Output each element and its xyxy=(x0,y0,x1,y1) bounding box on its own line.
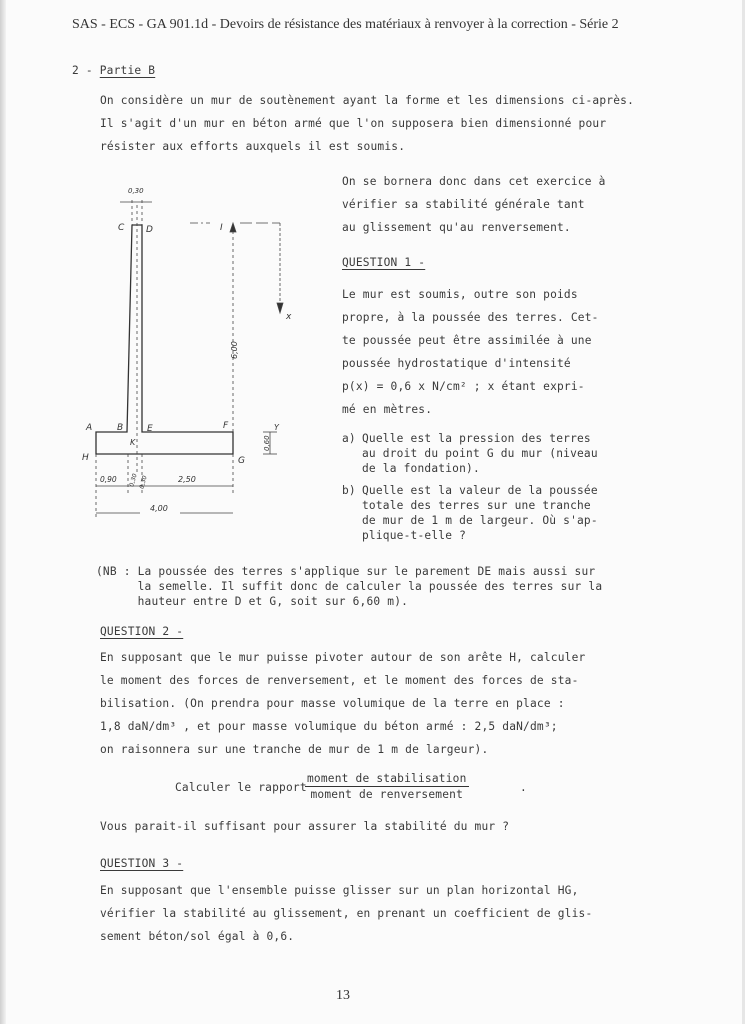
intro-line: résister aux efforts auxquels il est soumis. xyxy=(100,140,406,153)
q1-line: Le mur est soumis, outre son poids xyxy=(342,288,578,301)
nb-line: (NB : La poussée des terres s'applique sur le parement DE mais aussi sur xyxy=(96,565,596,578)
q1b-line: plique-t-elle ? xyxy=(362,529,467,542)
intro-line: Il s'agit d'un mur en béton armé que l'on supposera bien dimensionné pour xyxy=(100,117,607,130)
q2-line: bilisation. (On prendra pour masse volumique de la terre en place : xyxy=(100,697,565,710)
dim-heel: 2,50 xyxy=(178,475,196,484)
q1-line: poussée hydrostatique d'intensité xyxy=(342,357,571,370)
point-a: A xyxy=(86,423,93,433)
section-title: Partie B xyxy=(99,64,156,77)
right-intro-line: vérifier sa stabilité générale tant xyxy=(342,198,585,211)
section-heading xyxy=(72,64,155,77)
point-e: E xyxy=(147,424,153,434)
point-d: D xyxy=(146,225,153,235)
dim-top-width: 0,30 xyxy=(128,187,144,195)
q1-line: te poussée peut être assimilée à une xyxy=(342,334,592,347)
dim-total: 4,00 xyxy=(150,504,168,513)
ratio-denominator: moment de renversement xyxy=(310,788,464,801)
q1a-line: au droit du point G du mur (niveau xyxy=(362,447,598,460)
q1-line: p(x) = 0,6 x N/cm² ; x étant expri- xyxy=(342,380,585,393)
wall-outline xyxy=(96,225,233,454)
q2-stability-question: Vous parait-il suffisant pour assurer la stabilité du mur ? xyxy=(100,820,510,833)
ratio-prefix: Calculer le rapport xyxy=(175,781,307,794)
dim-stem-right: 0,30 xyxy=(138,474,149,490)
retaining-wall-diagram xyxy=(80,175,320,525)
point-g: G xyxy=(238,456,245,466)
section-number: 2 - xyxy=(72,64,93,77)
q1b-line: de mur de 1 m de largeur. Où s'ap- xyxy=(362,514,598,527)
dim-stem-left: 0,30 xyxy=(128,472,139,488)
ratio-suffix: . xyxy=(520,781,527,794)
point-f: F xyxy=(223,421,229,431)
q1a-line: de la fondation). xyxy=(362,462,480,475)
q1a-line: Quelle est la pression des terres xyxy=(362,432,591,445)
point-h: H xyxy=(82,453,89,463)
nb-line: la semelle. Il suffit donc de calculer la poussée des terres sur la xyxy=(96,580,603,593)
q1-line: propre, à la poussée des terres. Cet- xyxy=(342,311,599,324)
dim-footing-thickness: 0,60 xyxy=(263,435,271,451)
scan-edge xyxy=(0,0,6,1024)
axis-y-label: Y xyxy=(274,423,279,432)
right-intro-line: On se bornera donc dans cet exercice à xyxy=(342,175,606,188)
point-b: B xyxy=(117,423,124,433)
intro-line: On considère un mur de soutènement ayant la forme et les dimensions ci-après. xyxy=(100,94,635,107)
right-intro-line: au glissement qu'au renversement. xyxy=(342,221,571,234)
question3-title: QUESTION 3 - xyxy=(100,857,184,870)
q2-line: En supposant que le mur puisse pivoter autour de son arête H, calculer xyxy=(100,651,586,664)
axis-x-label: x xyxy=(286,312,292,322)
page-header: SAS - ECS - GA 901.1d - Devoirs de résistance des matériaux à renvoyer à la correction - Série 2 xyxy=(72,17,619,32)
point-k: K xyxy=(130,438,136,447)
point-i: I xyxy=(220,223,223,233)
ratio-fraction xyxy=(305,772,469,801)
i-arrow xyxy=(230,223,236,232)
dim-height: 6,00 xyxy=(230,341,239,359)
q3-line: sement béton/sol égal à 0,6. xyxy=(100,930,295,943)
dim-toe: 0,90 xyxy=(100,475,117,484)
q1b-line: totale des terres sur une tranche xyxy=(362,499,591,512)
page-number: 13 xyxy=(336,988,350,1003)
q2-line: 1,8 daN/dm³ , et pour masse volumique du béton armé : 2,5 daN/dm³; xyxy=(100,720,558,733)
q3-line: vérifier la stabilité au glissement, en prenant un coefficient de glis- xyxy=(100,907,593,920)
q1b-line: Quelle est la valeur de la poussée xyxy=(362,484,598,497)
q2-line: on raisonnera sur une tranche de mur de 1 m de largeur). xyxy=(100,743,489,756)
q1a-label: a) xyxy=(342,432,356,445)
nb-line: hauteur entre D et G, soit sur 6,60 m). xyxy=(96,595,409,608)
q3-line: En supposant que l'ensemble puisse glisser sur un plan horizontal HG, xyxy=(100,884,579,897)
ratio-numerator: moment de stabilisation xyxy=(307,772,467,785)
question1-title: QUESTION 1 - xyxy=(342,256,426,269)
question2-title: QUESTION 2 - xyxy=(100,625,184,638)
q1-line: mé en mètres. xyxy=(342,403,433,416)
q2-line: le moment des forces de renversement, et le moment des forces de sta- xyxy=(100,674,579,687)
q1b-label: b) xyxy=(342,484,356,497)
x-axis-arrow xyxy=(277,303,283,313)
point-c: C xyxy=(118,223,125,233)
